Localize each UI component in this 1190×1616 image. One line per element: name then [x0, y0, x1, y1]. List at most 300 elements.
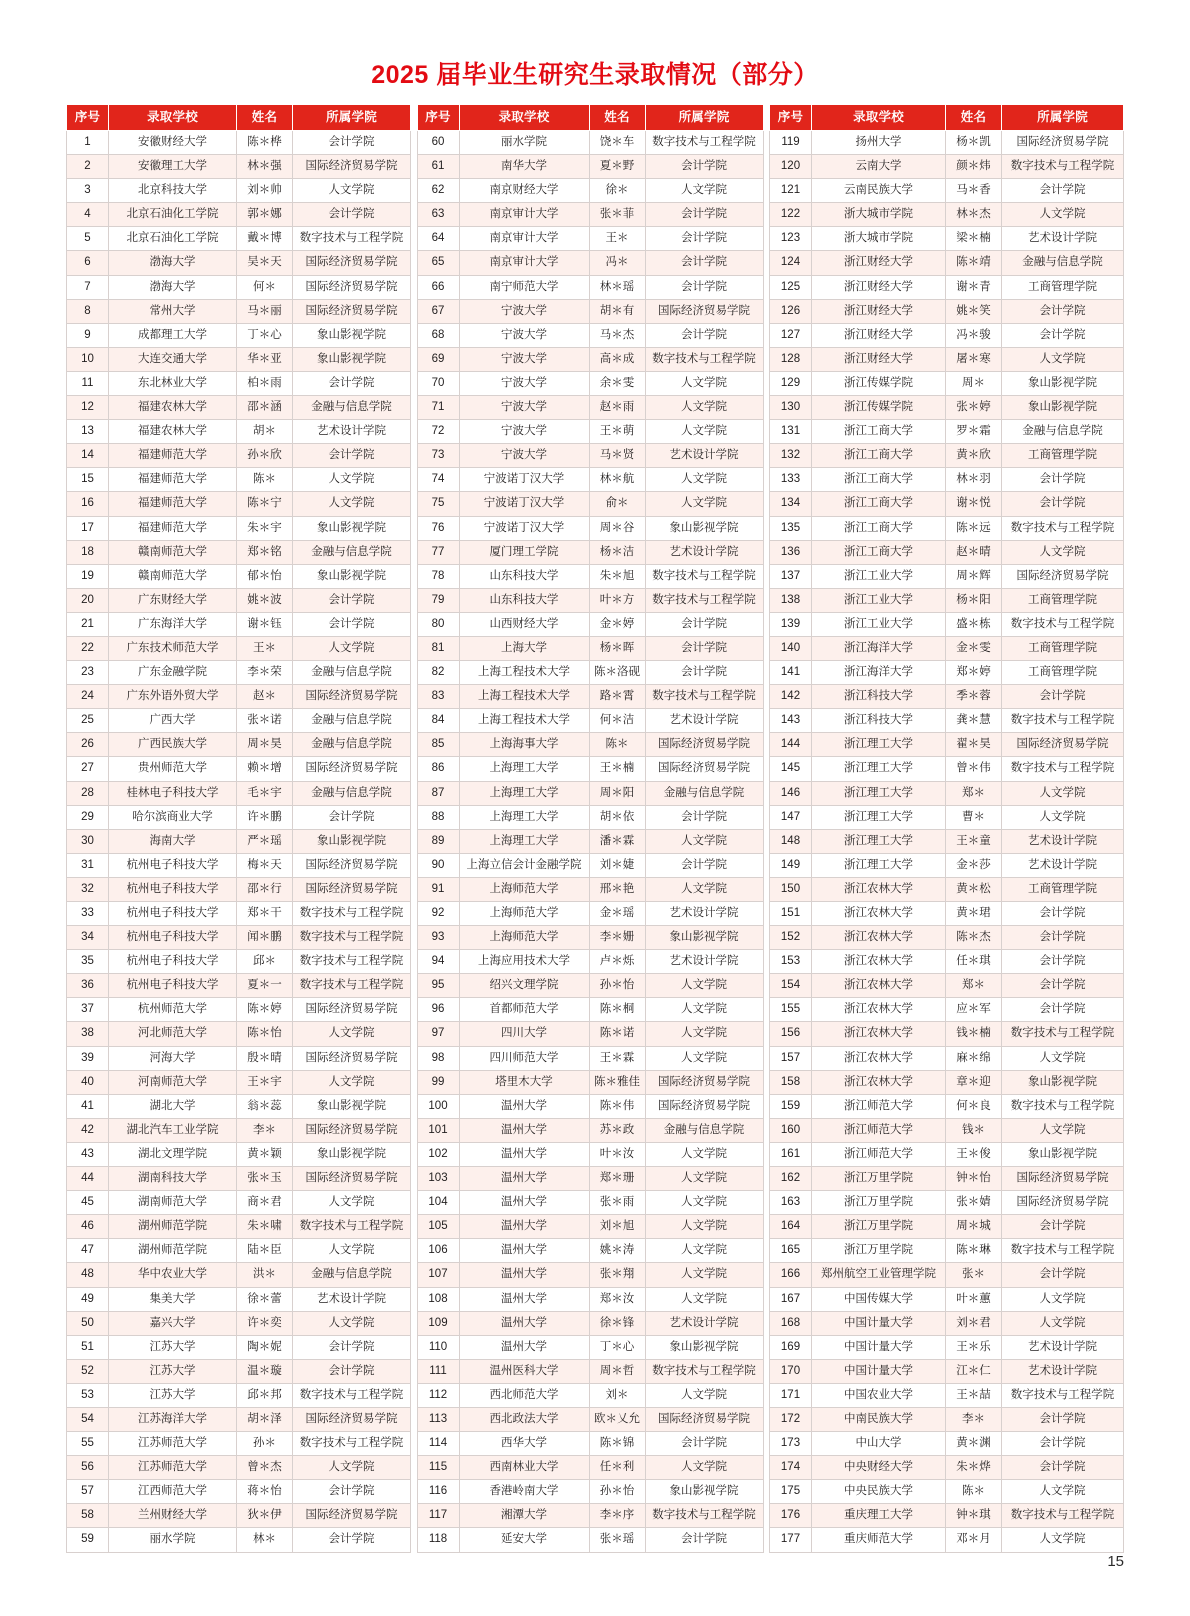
cell-school: 上海应用技术大学 [459, 950, 589, 974]
table-row [417, 444, 763, 468]
cell-college: 国际经济贸易学院 [645, 757, 763, 781]
cell-school: 云南民族大学 [812, 179, 946, 203]
cell-no: 41 [67, 1094, 109, 1118]
cell-college: 数字技术与工程学院 [1002, 1504, 1124, 1528]
cell-college: 会计学院 [293, 612, 411, 636]
table-row [770, 902, 1124, 926]
cell-name: 郑＊汝 [589, 1287, 645, 1311]
cell-name: 黄＊渊 [946, 1432, 1002, 1456]
cell-name: 李＊姗 [589, 926, 645, 950]
cell-no: 77 [417, 540, 459, 564]
cell-no: 105 [417, 1215, 459, 1239]
cell-college: 人文学院 [645, 1263, 763, 1287]
cell-college: 数字技术与工程学院 [1002, 757, 1124, 781]
cell-no: 76 [417, 516, 459, 540]
cell-no: 146 [770, 781, 812, 805]
table-row [770, 781, 1124, 805]
cell-name: 林＊杰 [946, 203, 1002, 227]
cell-name: 赵＊晴 [946, 540, 1002, 564]
cell-school: 浙江财经大学 [812, 275, 946, 299]
cell-school: 温州大学 [459, 1142, 589, 1166]
table-row [770, 420, 1124, 444]
cell-no: 103 [417, 1167, 459, 1191]
table-row [770, 396, 1124, 420]
table-row [67, 950, 411, 974]
table-row [67, 902, 411, 926]
cell-school: 东北林业大学 [109, 371, 237, 395]
cell-school: 浙江师范大学 [812, 1094, 946, 1118]
cell-college: 国际经济贸易学院 [293, 853, 411, 877]
cell-school: 杭州电子科技大学 [109, 974, 237, 998]
cell-no: 107 [417, 1263, 459, 1287]
header-college: 所属学院 [293, 105, 411, 131]
cell-school: 江苏师范大学 [109, 1432, 237, 1456]
table-row [770, 1070, 1124, 1094]
cell-no: 23 [67, 661, 109, 685]
cell-college: 象山影视学院 [645, 926, 763, 950]
cell-name: 孙＊ [237, 1432, 293, 1456]
cell-college: 象山影视学院 [645, 1335, 763, 1359]
cell-school: 中国计量大学 [812, 1359, 946, 1383]
table-row [67, 829, 411, 853]
table-row [67, 974, 411, 998]
cell-no: 12 [67, 396, 109, 420]
cell-name: 陈＊雅佳 [589, 1070, 645, 1094]
cell-name: 刘＊婕 [589, 853, 645, 877]
cell-college: 金融与信息学院 [1002, 251, 1124, 275]
cell-school: 首都师范大学 [459, 998, 589, 1022]
cell-no: 78 [417, 564, 459, 588]
cell-name: 陈＊怡 [237, 1022, 293, 1046]
cell-name: 周＊谷 [589, 516, 645, 540]
table-row [770, 516, 1124, 540]
table-row [67, 1215, 411, 1239]
cell-school: 浙江农林大学 [812, 926, 946, 950]
cell-name: 李＊序 [589, 1504, 645, 1528]
cell-name: 马＊贤 [589, 444, 645, 468]
cell-no: 171 [770, 1383, 812, 1407]
cell-no: 63 [417, 203, 459, 227]
cell-name: 黄＊颖 [237, 1142, 293, 1166]
cell-no: 172 [770, 1407, 812, 1431]
cell-name: 季＊蓉 [946, 685, 1002, 709]
cell-college: 金融与信息学院 [293, 540, 411, 564]
cell-school: 温州大学 [459, 1263, 589, 1287]
cell-school: 浙江理工大学 [812, 757, 946, 781]
cell-college: 人文学院 [293, 468, 411, 492]
cell-school: 大连交通大学 [109, 347, 237, 371]
cell-college: 数字技术与工程学院 [645, 347, 763, 371]
cell-name: 江＊仁 [946, 1359, 1002, 1383]
cell-no: 176 [770, 1504, 812, 1528]
cell-name: 龚＊慧 [946, 709, 1002, 733]
cell-no: 3 [67, 179, 109, 203]
cell-school: 上海师范大学 [459, 926, 589, 950]
cell-college: 艺术设计学院 [1002, 1335, 1124, 1359]
table-row [67, 155, 411, 179]
cell-school: 湖南师范大学 [109, 1191, 237, 1215]
cell-school: 塔里木大学 [459, 1070, 589, 1094]
cell-college: 人文学院 [1002, 1287, 1124, 1311]
header-school: 录取学校 [812, 105, 946, 131]
cell-college: 数字技术与工程学院 [293, 1383, 411, 1407]
cell-no: 82 [417, 661, 459, 685]
cell-name: 丁＊心 [237, 323, 293, 347]
cell-no: 89 [417, 829, 459, 853]
cell-school: 赣南师范大学 [109, 564, 237, 588]
cell-no: 164 [770, 1215, 812, 1239]
cell-no: 83 [417, 685, 459, 709]
cell-college: 人文学院 [645, 492, 763, 516]
cell-name: 周＊哲 [589, 1359, 645, 1383]
table-row [417, 950, 763, 974]
cell-school: 西南林业大学 [459, 1456, 589, 1480]
table-row [770, 926, 1124, 950]
cell-college: 数字技术与工程学院 [293, 974, 411, 998]
table-row [417, 492, 763, 516]
table-row [770, 1094, 1124, 1118]
cell-school: 浙江财经大学 [812, 251, 946, 275]
cell-name: 冯＊骏 [946, 323, 1002, 347]
cell-name: 马＊杰 [589, 323, 645, 347]
cell-no: 68 [417, 323, 459, 347]
cell-name: 狄＊伊 [237, 1504, 293, 1528]
cell-college: 数字技术与工程学院 [1002, 709, 1124, 733]
table-row [67, 1528, 411, 1552]
table-row [770, 540, 1124, 564]
cell-name: 胡＊有 [589, 299, 645, 323]
table-row [417, 877, 763, 901]
table-row [417, 1094, 763, 1118]
cell-name: 张＊诺 [237, 709, 293, 733]
cell-school: 中央民族大学 [812, 1480, 946, 1504]
table-row [67, 1383, 411, 1407]
cell-no: 116 [417, 1480, 459, 1504]
table-row [770, 1528, 1124, 1552]
cell-school: 杭州电子科技大学 [109, 902, 237, 926]
cell-no: 165 [770, 1239, 812, 1263]
cell-no: 122 [770, 203, 812, 227]
cell-name: 金＊瑶 [589, 902, 645, 926]
table-row [67, 1239, 411, 1263]
cell-no: 27 [67, 757, 109, 781]
table-row [417, 661, 763, 685]
cell-college: 人文学院 [1002, 203, 1124, 227]
cell-school: 浙江理工大学 [812, 781, 946, 805]
table-row [417, 1167, 763, 1191]
cell-school: 温州大学 [459, 1094, 589, 1118]
cell-name: 叶＊汝 [589, 1142, 645, 1166]
table-row [417, 902, 763, 926]
cell-no: 44 [67, 1167, 109, 1191]
cell-college: 会计学院 [645, 661, 763, 685]
table-row [67, 251, 411, 275]
table-row [67, 1022, 411, 1046]
cell-college: 艺术设计学院 [1002, 853, 1124, 877]
cell-school: 丽水学院 [459, 131, 589, 155]
cell-no: 177 [770, 1528, 812, 1552]
cell-name: 徐＊ [589, 179, 645, 203]
cell-name: 徐＊蕾 [237, 1287, 293, 1311]
cell-no: 99 [417, 1070, 459, 1094]
cell-name: 林＊强 [237, 155, 293, 179]
cell-college: 人文学院 [1002, 1046, 1124, 1070]
cell-college: 会计学院 [1002, 1432, 1124, 1456]
cell-school: 中国计量大学 [812, 1311, 946, 1335]
cell-college: 会计学院 [293, 805, 411, 829]
table-row [417, 781, 763, 805]
cell-school: 浙江传媒学院 [812, 396, 946, 420]
cell-name: 郑＊ [946, 974, 1002, 998]
cell-no: 88 [417, 805, 459, 829]
cell-no: 85 [417, 733, 459, 757]
cell-college: 艺术设计学院 [645, 444, 763, 468]
cell-college: 艺术设计学院 [645, 709, 763, 733]
cell-no: 15 [67, 468, 109, 492]
cell-no: 139 [770, 612, 812, 636]
cell-no: 170 [770, 1359, 812, 1383]
cell-college: 国际经济贸易学院 [293, 1046, 411, 1070]
table-row [67, 805, 411, 829]
cell-no: 7 [67, 275, 109, 299]
cell-name: 王＊楠 [589, 757, 645, 781]
table-row [67, 468, 411, 492]
cell-no: 161 [770, 1142, 812, 1166]
cell-name: 叶＊方 [589, 588, 645, 612]
cell-school: 湖北汽车工业学院 [109, 1118, 237, 1142]
cell-college: 人文学院 [1002, 805, 1124, 829]
cell-college: 人文学院 [645, 1287, 763, 1311]
cell-college: 象山影视学院 [293, 1142, 411, 1166]
cell-college: 人文学院 [293, 1456, 411, 1480]
cell-school: 江苏海洋大学 [109, 1407, 237, 1431]
table-row [67, 203, 411, 227]
table-row [770, 179, 1124, 203]
cell-no: 22 [67, 636, 109, 660]
table-row [67, 371, 411, 395]
cell-name: 李＊荣 [237, 661, 293, 685]
cell-school: 福建师范大学 [109, 516, 237, 540]
table-row [770, 155, 1124, 179]
cell-name: 林＊羽 [946, 468, 1002, 492]
table-row [770, 1335, 1124, 1359]
cell-school: 宁波大学 [459, 347, 589, 371]
cell-no: 14 [67, 444, 109, 468]
cell-school: 浙江农林大学 [812, 974, 946, 998]
table-row [770, 1383, 1124, 1407]
cell-college: 国际经济贸易学院 [293, 299, 411, 323]
cell-college: 金融与信息学院 [645, 781, 763, 805]
cell-no: 143 [770, 709, 812, 733]
cell-name: 陶＊妮 [237, 1335, 293, 1359]
table-row [417, 636, 763, 660]
cell-school: 浙江科技大学 [812, 685, 946, 709]
cell-no: 173 [770, 1432, 812, 1456]
cell-name: 严＊瑶 [237, 829, 293, 853]
cell-school: 福建师范大学 [109, 492, 237, 516]
cell-school: 浙江农林大学 [812, 902, 946, 926]
cell-no: 117 [417, 1504, 459, 1528]
cell-no: 102 [417, 1142, 459, 1166]
table-body-column-1 [67, 131, 411, 1553]
cell-no: 11 [67, 371, 109, 395]
cell-no: 155 [770, 998, 812, 1022]
cell-school: 中国计量大学 [812, 1335, 946, 1359]
cell-name: 周＊昊 [237, 733, 293, 757]
cell-name: 张＊翔 [589, 1263, 645, 1287]
cell-school: 浙江工业大学 [812, 564, 946, 588]
table-row [67, 1407, 411, 1431]
cell-name: 陆＊臣 [237, 1239, 293, 1263]
cell-name: 何＊良 [946, 1094, 1002, 1118]
cell-name: 郑＊干 [237, 902, 293, 926]
cell-name: 王＊喆 [946, 1383, 1002, 1407]
cell-school: 杭州电子科技大学 [109, 877, 237, 901]
table-row [770, 1215, 1124, 1239]
cell-name: 罗＊霜 [946, 420, 1002, 444]
table-row [417, 829, 763, 853]
table-row [770, 1504, 1124, 1528]
cell-college: 象山影视学院 [645, 516, 763, 540]
cell-school: 上海大学 [459, 636, 589, 660]
cell-no: 35 [67, 950, 109, 974]
cell-school: 宁波大学 [459, 299, 589, 323]
cell-name: 翟＊昊 [946, 733, 1002, 757]
cell-school: 华中农业大学 [109, 1263, 237, 1287]
cell-no: 37 [67, 998, 109, 1022]
cell-school: 浙江万里学院 [812, 1215, 946, 1239]
cell-name: 钟＊怡 [946, 1167, 1002, 1191]
cell-college: 人文学院 [645, 998, 763, 1022]
table-row [417, 203, 763, 227]
cell-no: 30 [67, 829, 109, 853]
cell-no: 66 [417, 275, 459, 299]
cell-name: 洪＊ [237, 1263, 293, 1287]
table-row [417, 347, 763, 371]
cell-no: 86 [417, 757, 459, 781]
cell-school: 中山大学 [812, 1432, 946, 1456]
cell-name: 王＊萌 [589, 420, 645, 444]
table-row [770, 1287, 1124, 1311]
cell-name: 王＊乐 [946, 1335, 1002, 1359]
table-row [67, 131, 411, 155]
cell-school: 浙江理工大学 [812, 733, 946, 757]
cell-name: 何＊ [237, 275, 293, 299]
cell-school: 温州大学 [459, 1215, 589, 1239]
cell-college: 艺术设计学院 [645, 1311, 763, 1335]
table-row [67, 323, 411, 347]
table-row [770, 251, 1124, 275]
cell-name: 朱＊烨 [946, 1456, 1002, 1480]
cell-name: 冯＊ [589, 251, 645, 275]
cell-school: 郑州航空工业管理学院 [812, 1263, 946, 1287]
cell-name: 丁＊心 [589, 1335, 645, 1359]
cell-college: 人文学院 [293, 1239, 411, 1263]
table-row [417, 516, 763, 540]
cell-school: 广西大学 [109, 709, 237, 733]
cell-name: 邵＊行 [237, 877, 293, 901]
cell-name: 张＊菲 [589, 203, 645, 227]
cell-college: 艺术设计学院 [1002, 1359, 1124, 1383]
cell-college: 会计学院 [1002, 323, 1124, 347]
cell-school: 湖州师范学院 [109, 1215, 237, 1239]
cell-name: 曹＊ [946, 805, 1002, 829]
cell-school: 南华大学 [459, 155, 589, 179]
cell-college: 国际经济贸易学院 [293, 685, 411, 709]
cell-school: 重庆理工大学 [812, 1504, 946, 1528]
cell-school: 广东财经大学 [109, 588, 237, 612]
cell-no: 158 [770, 1070, 812, 1094]
cell-college: 会计学院 [293, 444, 411, 468]
cell-name: 路＊霄 [589, 685, 645, 709]
cell-college: 人文学院 [645, 829, 763, 853]
cell-no: 169 [770, 1335, 812, 1359]
cell-no: 74 [417, 468, 459, 492]
cell-name: 姚＊波 [237, 588, 293, 612]
cell-no: 8 [67, 299, 109, 323]
cell-name: 邱＊邦 [237, 1383, 293, 1407]
cell-college: 人文学院 [1002, 347, 1124, 371]
table-row [417, 131, 763, 155]
table-row [417, 179, 763, 203]
cell-no: 104 [417, 1191, 459, 1215]
cell-college: 人文学院 [293, 636, 411, 660]
header-school: 录取学校 [109, 105, 237, 131]
cell-college: 数字技术与工程学院 [1002, 612, 1124, 636]
table-row [417, 1504, 763, 1528]
table-row [67, 781, 411, 805]
cell-school: 浙江农林大学 [812, 877, 946, 901]
table-row [770, 1142, 1124, 1166]
cell-no: 160 [770, 1118, 812, 1142]
cell-school: 浙江工商大学 [812, 516, 946, 540]
cell-college: 象山影视学院 [293, 516, 411, 540]
cell-no: 32 [67, 877, 109, 901]
table-row [67, 853, 411, 877]
table-row [417, 1335, 763, 1359]
table-row [417, 299, 763, 323]
cell-school: 江苏大学 [109, 1335, 237, 1359]
cell-no: 33 [67, 902, 109, 926]
admissions-table-column-1 [66, 104, 411, 1553]
cell-college: 工商管理学院 [1002, 444, 1124, 468]
cell-no: 152 [770, 926, 812, 950]
cell-name: 刘＊ [589, 1383, 645, 1407]
table-row [417, 1070, 763, 1094]
cell-college: 会计学院 [1002, 926, 1124, 950]
cell-name: 赵＊雨 [589, 396, 645, 420]
table-row [67, 492, 411, 516]
table-row [770, 444, 1124, 468]
cell-college: 会计学院 [1002, 179, 1124, 203]
cell-school: 安徽财经大学 [109, 131, 237, 155]
cell-college: 国际经济贸易学院 [293, 1407, 411, 1431]
table-row [417, 1311, 763, 1335]
cell-no: 36 [67, 974, 109, 998]
table-row [417, 1215, 763, 1239]
cell-college: 会计学院 [645, 155, 763, 179]
cell-name: 邓＊月 [946, 1528, 1002, 1552]
cell-school: 上海理工大学 [459, 829, 589, 853]
table-row [770, 1480, 1124, 1504]
cell-no: 10 [67, 347, 109, 371]
cell-school: 哈尔滨商业大学 [109, 805, 237, 829]
cell-college: 人文学院 [645, 1239, 763, 1263]
cell-name: 胡＊依 [589, 805, 645, 829]
cell-school: 北京石油化工学院 [109, 203, 237, 227]
table-row [770, 1191, 1124, 1215]
table-row [417, 1359, 763, 1383]
